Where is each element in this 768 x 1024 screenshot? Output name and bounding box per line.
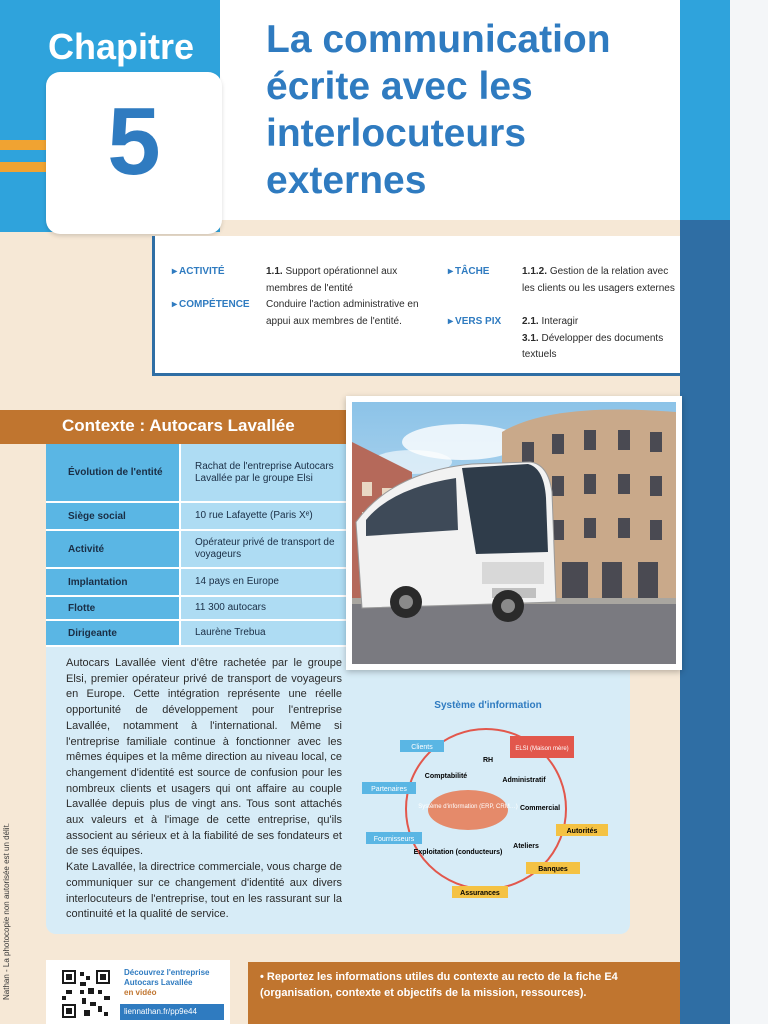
stripe-decoration xyxy=(0,140,52,150)
table-row xyxy=(46,444,348,502)
tache-text: 1.1.2. Gestion de la relation avec les clients ou les usagers externes xyxy=(522,266,675,294)
table-value: Opérateur privé de transport de voyageurs xyxy=(180,530,348,568)
context-paragraph: Kate Lavallée, la directrice commerciale, vous charge de communiquer sur ce changement d'identité aux divers interlocuteurs de l'entreprise, tout en les rassurant sur la continuité et la qualité de service. xyxy=(66,861,342,921)
video-label: en vidéo xyxy=(124,988,157,997)
chapter-word: Chapitre xyxy=(48,26,195,67)
bus-photo-illustration xyxy=(352,402,676,664)
video-promo-text: Découvrez l'entreprise Autocars Lavallée xyxy=(124,968,210,987)
table-key: Activité xyxy=(46,530,180,568)
activite-text: 1.1. Support opérationnel aux membres de l'entité xyxy=(266,266,398,294)
bus-photo xyxy=(346,396,682,670)
table-value: Laurène Trebua xyxy=(180,620,348,646)
diagram-rh: RH xyxy=(482,757,494,764)
tache-label: ▸ TÂCHE xyxy=(448,266,489,277)
pix-label: ▸ VERS PIX xyxy=(448,316,501,327)
diagram-elsi: ELSI (Maison mère) xyxy=(515,746,569,752)
diagram-center xyxy=(428,790,508,830)
table-key: Siège social xyxy=(46,502,180,530)
right-band-bottom xyxy=(680,220,730,1024)
diagram-administratif: Administratif xyxy=(502,777,546,784)
competence-text: Conduire l'action administrative en appui aux membres de l'entité. xyxy=(266,299,419,327)
diagram-partenaires: Partenaires xyxy=(371,786,407,793)
diagram-clients: Clients xyxy=(411,744,433,751)
legal-notice: Nathan - La photocopie non autorisée est un délit. xyxy=(2,822,11,1000)
table-value: Rachat de l'entreprise Autocars Lavallée par le groupe Elsi xyxy=(180,444,348,502)
pix-text: 2.1. Interagir 3.1. Développer des documents textuels xyxy=(522,316,664,360)
diagram-exploitation: Exploitation (conducteurs) xyxy=(413,849,503,856)
diagram-center-label: Système d'information (ERP, CRM…) xyxy=(418,804,518,810)
table-key: Flotte xyxy=(46,596,180,620)
diagram-ateliers: Ateliers xyxy=(513,843,539,850)
context-table xyxy=(46,444,348,647)
chapter-number-box xyxy=(46,72,222,234)
information-system-diagram xyxy=(356,694,618,902)
diagram-title: Système d'information xyxy=(434,700,542,711)
diagram-comptabilite: Comptabilité xyxy=(424,773,468,780)
qr-code-icon[interactable] xyxy=(60,968,112,1020)
table-row xyxy=(46,530,348,568)
diagram-assurances: Assurances xyxy=(460,890,500,897)
competence-label: ▸ COMPÉTENCE xyxy=(172,299,250,310)
context-text xyxy=(66,656,342,923)
table-row xyxy=(46,596,348,620)
page-gutter xyxy=(730,0,768,1024)
task-text: • Reportez les informations utiles du contexte au recto de la fiche E4 (organisation, contexte et objectifs de la mission, ressources). xyxy=(260,971,618,999)
table-row xyxy=(46,620,348,646)
table-key: Évolution de l'entité xyxy=(46,444,180,502)
chapter-title: La communication écrite avec les interlocuteurs externes xyxy=(266,18,611,202)
stripe-decoration xyxy=(0,162,52,172)
diagram-autorites: Autorités xyxy=(566,828,598,835)
context-paragraph: Autocars Lavallée vient d'être rachetée par le groupe Elsi, premier opérateur privé de transport de voyageurs en Europe. Cette intégration représente une réelle opportunité de développement pour l'entreprise Lavallée, notamment à l'international. Même si l'entreprise familiale continue à fonctionner avec les mêmes équipes et la même direction au niveau local, ce changement d'identité est source de confusion pour les nombreux clients et usagers qui ont affaire au couple Lavallée depuis plus de vingt ans. Tous sont attachés aux valeurs et à l'image de cette entreprise, qu'ils associent au sérieux et à la fiabilité de ses fondateurs et de ses équipes. xyxy=(66,657,342,858)
table-value: 14 pays en Europe xyxy=(180,568,348,596)
chapter-number: 5 xyxy=(107,88,161,195)
video-link[interactable]: liennathan.fr/pp9e44 xyxy=(120,1004,224,1020)
diagram-fournisseurs: Fournisseurs xyxy=(373,836,415,843)
table-value: 10 rue Lafayette (Paris Xᵉ) xyxy=(180,502,348,530)
table-row xyxy=(46,502,348,530)
table-row xyxy=(46,568,348,596)
right-band-top xyxy=(680,0,730,220)
context-title: Contexte : Autocars Lavallée xyxy=(62,416,295,435)
table-key: Dirigeante xyxy=(46,620,180,646)
table-value: 11 300 autocars xyxy=(180,596,348,620)
table-key: Implantation xyxy=(46,568,180,596)
activite-label: ▸ ACTIVITÉ xyxy=(172,266,225,277)
diagram-banques: Banques xyxy=(538,866,568,873)
diagram-commercial: Commercial xyxy=(519,805,561,812)
